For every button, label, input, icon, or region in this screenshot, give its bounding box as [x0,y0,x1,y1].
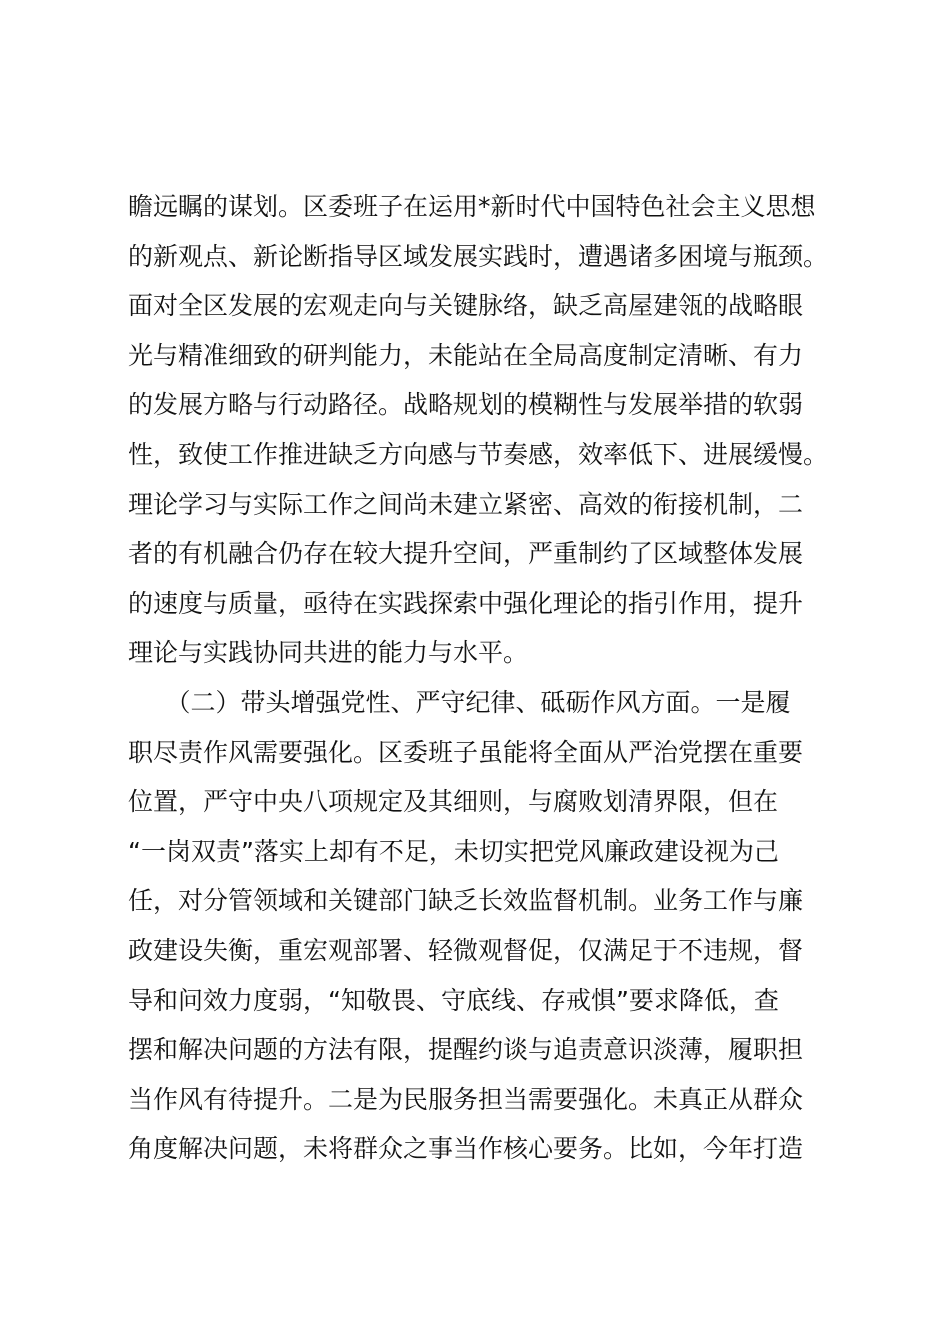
text-line: 理论与实践协同共进的能力与水平。 [128,638,529,668]
text-line: 角度解决问题，未将群众之事当作核心要务。比如，今年打造 [128,1134,804,1164]
text-line: 光与精准细致的研判能力，未能站在全局高度制定清晰、有力 [128,340,804,370]
text-line: 当作风有待提升。二是为民服务担当需要强化。未真正从群众 [128,1084,804,1114]
text-line: 的新观点、新论断指导区域发展实践时，遭遇诸多困境与瓶颈。 [128,241,829,271]
text-line: 摆和解决问题的方法有限，提醒约谈与追责意识淡薄，履职担 [128,1035,804,1065]
text-line: 性，致使工作推进缺乏方向感与节奏感，效率低下、进展缓慢。 [128,439,829,469]
section-heading-line: （二）带头增强党性、严守纪律、砥砺作风方面。一是履 [128,687,791,717]
text-line: 任，对分管领域和关键部门缺乏长效监督机制。业务工作与廉 [128,886,804,916]
text-line: “一岗双责”落实上却有不足，未切实把党风廉政建设视为己 [128,836,779,866]
text-line: 理论学习与实际工作之间尚未建立紧密、高效的衔接机制，二 [128,489,804,519]
text-line: 的发展方略与行动路径。战略规划的模糊性与发展举措的软弱 [128,390,804,420]
text-line: 导和问效力度弱，“知敬畏、守底线、存戒惧”要求降低，查 [128,985,779,1015]
body-text [128,182,848,1174]
text-line: 者的有机融合仍存在较大提升空间，严重制约了区域整体发展 [128,539,804,569]
text-line: 职尽责作风需要强化。区委班子虽能将全面从严治党摆在重要 [128,737,804,767]
text-line: 位置，严守中央八项规定及其细则，与腐败划清界限，但在 [128,787,779,817]
text-line: 政建设失衡，重宏观部署、轻微观督促，仅满足于不违规，督 [128,935,804,965]
text-line: 的速度与质量，亟待在实践探索中强化理论的指引作用，提升 [128,588,804,618]
text-line: 面对全区发展的宏观走向与关键脉络，缺乏高屋建瓴的战略眼 [128,291,804,321]
text-line: 瞻远瞩的谋划。区委班子在运用*新时代中国特色社会主义思想 [128,192,816,221]
